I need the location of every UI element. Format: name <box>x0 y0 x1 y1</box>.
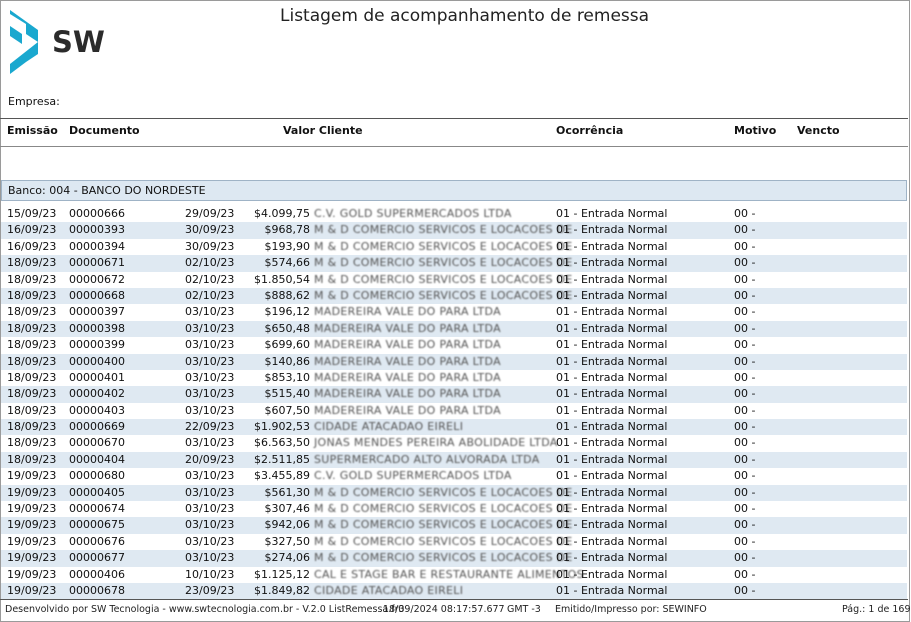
cell-valor: $140,86 <box>264 354 310 368</box>
cell-documento: 00000675 <box>69 518 125 532</box>
cell-vencimento: 03/10/23 <box>185 551 235 565</box>
cell-ocorrencia: 01 - Entrada Normal <box>556 551 668 565</box>
cell-motivo: 00 - <box>734 567 756 581</box>
cell-vencimento: 30/09/23 <box>185 239 235 253</box>
table-row <box>1 354 907 370</box>
cell-emissao: 18/09/23 <box>7 321 57 335</box>
cell-emissao: 18/09/23 <box>7 452 57 466</box>
cell-motivo: 00 - <box>734 338 756 352</box>
cell-vencimento: 03/10/23 <box>185 354 235 368</box>
cell-cliente: MADEREIRA VALE DO PARA LTDA <box>314 321 501 335</box>
cell-valor: $1.125,12 <box>254 567 310 581</box>
cell-vencimento: 03/10/23 <box>185 370 235 384</box>
cell-documento: 00000680 <box>69 469 125 483</box>
cell-valor: $307,46 <box>264 502 310 516</box>
cell-emissao: 18/09/23 <box>7 288 57 302</box>
cell-documento: 00000406 <box>69 567 125 581</box>
cell-cliente: MADEREIRA VALE DO PARA LTDA <box>314 403 501 417</box>
footer-issued-by: Emitido/Impresso por: SEWINFO <box>555 604 707 615</box>
cell-motivo: 00 - <box>734 452 756 466</box>
cell-valor: $650,48 <box>264 321 310 335</box>
cell-motivo: 00 - <box>734 551 756 565</box>
cell-motivo: 00 - <box>734 272 756 286</box>
cell-cliente: MADEREIRA VALE DO PARA LTDA <box>314 387 501 401</box>
cell-ocorrencia: 01 - Entrada Normal <box>556 207 668 220</box>
cell-valor: $3.455,89 <box>254 469 310 483</box>
cell-documento: 00000393 <box>69 223 125 237</box>
cell-vencimento: 02/10/23 <box>185 256 235 270</box>
table-row <box>1 304 907 320</box>
cell-motivo: 00 - <box>734 207 756 220</box>
cell-emissao: 18/09/23 <box>7 305 57 319</box>
cell-cliente: C.V. GOLD SUPERMERCADOS LTDA <box>314 469 512 483</box>
table-row <box>1 517 907 533</box>
cell-cliente: JONAS MENDES PEREIRA ABOLIDADE LTDA <box>314 436 558 450</box>
cell-vencimento: 03/10/23 <box>185 485 235 499</box>
cell-cliente: MADEREIRA VALE DO PARA LTDA <box>314 305 501 319</box>
cell-vencimento: 03/10/23 <box>185 387 235 401</box>
cell-ocorrencia: 01 - Entrada Normal <box>556 469 668 483</box>
cell-ocorrencia: 01 - Entrada Normal <box>556 567 668 581</box>
cell-emissao: 18/09/23 <box>7 338 57 352</box>
cell-emissao: 18/09/23 <box>7 387 57 401</box>
table-row <box>1 534 907 550</box>
cell-ocorrencia: 01 - Entrada Normal <box>556 288 668 302</box>
cell-ocorrencia: 01 - Entrada Normal <box>556 583 668 597</box>
cell-cliente: MADEREIRA VALE DO PARA LTDA <box>314 370 501 384</box>
table-row <box>1 222 907 238</box>
cell-vencimento: 29/09/23 <box>185 207 235 220</box>
cell-ocorrencia: 01 - Entrada Normal <box>556 370 668 384</box>
cell-emissao: 18/09/23 <box>7 256 57 270</box>
col-header-valor-cliente: Valor Cliente <box>283 124 363 137</box>
cell-documento: 00000677 <box>69 551 125 565</box>
cell-documento: 00000400 <box>69 354 125 368</box>
cell-motivo: 00 - <box>734 223 756 237</box>
cell-emissao: 18/09/23 <box>7 436 57 450</box>
cell-ocorrencia: 01 - Entrada Normal <box>556 420 668 434</box>
header-bottom-rule <box>0 146 908 147</box>
cell-valor: $853,10 <box>264 370 310 384</box>
cell-cliente: M & D COMERCIO SERVICOS E LOCACOES DE <box>314 502 573 516</box>
cell-emissao: 19/09/23 <box>7 485 57 499</box>
table-row <box>1 272 907 288</box>
cell-vencimento: 03/10/23 <box>185 502 235 516</box>
cell-ocorrencia: 01 - Entrada Normal <box>556 256 668 270</box>
col-header-emissao: Emissão <box>7 124 58 137</box>
bank-group-header: Banco: 004 - BANCO DO NORDESTE <box>1 180 907 201</box>
cell-documento: 00000405 <box>69 485 125 499</box>
cell-documento: 00000668 <box>69 288 125 302</box>
cell-vencimento: 22/09/23 <box>185 420 235 434</box>
cell-valor: $1.902,53 <box>254 420 310 434</box>
cell-documento: 00000669 <box>69 420 125 434</box>
cell-valor: $1.849,82 <box>254 583 310 597</box>
cell-motivo: 00 - <box>734 354 756 368</box>
cell-documento: 00000402 <box>69 387 125 401</box>
cell-ocorrencia: 01 - Entrada Normal <box>556 272 668 286</box>
table-row <box>1 468 907 484</box>
table-row <box>1 501 907 517</box>
cell-valor: $888,62 <box>264 288 310 302</box>
cell-documento: 00000671 <box>69 256 125 270</box>
cell-valor: $574,66 <box>264 256 310 270</box>
cell-cliente: M & D COMERCIO SERVICOS E LOCACOES DE <box>314 485 573 499</box>
cell-documento: 00000401 <box>69 370 125 384</box>
table-row <box>1 583 907 599</box>
col-header-documento: Documento <box>69 124 140 137</box>
cell-emissao: 16/09/23 <box>7 239 57 253</box>
cell-valor: $561,30 <box>264 485 310 499</box>
cell-motivo: 00 - <box>734 518 756 532</box>
cell-cliente: MADEREIRA VALE DO PARA LTDA <box>314 338 501 352</box>
table-row <box>1 288 907 304</box>
company-label: Empresa: <box>8 95 60 108</box>
cell-motivo: 00 - <box>734 469 756 483</box>
cell-cliente: M & D COMERCIO SERVICOS E LOCACOES DE <box>314 256 573 270</box>
table-row <box>1 321 907 337</box>
cell-emissao: 19/09/23 <box>7 518 57 532</box>
cell-documento: 00000678 <box>69 583 125 597</box>
cell-motivo: 00 - <box>734 420 756 434</box>
cell-valor: $193,90 <box>264 239 310 253</box>
footer-timestamp: 18/09/2024 08:17:57.677 <box>383 604 505 615</box>
cell-cliente: M & D COMERCIO SERVICOS E LOCACOES DE <box>314 239 573 253</box>
cell-cliente: CAL E STAGE BAR E RESTAURANTE ALIMENTOS <box>314 567 584 581</box>
report-title: Listagem de acompanhamento de remessa <box>280 6 650 26</box>
col-header-vencto: Vencto <box>797 124 840 137</box>
cell-emissao: 15/09/23 <box>7 207 57 220</box>
cell-ocorrencia: 01 - Entrada Normal <box>556 387 668 401</box>
table-row <box>1 550 907 566</box>
cell-vencimento: 02/10/23 <box>185 288 235 302</box>
cell-emissao: 19/09/23 <box>7 567 57 581</box>
footer-developer: Desenvolvido por SW Tecnologia - www.swtecnologia.com.br - V.2.0 ListRemessa.fr3 <box>5 604 405 615</box>
cell-emissao: 19/09/23 <box>7 534 57 548</box>
cell-ocorrencia: 01 - Entrada Normal <box>556 239 668 253</box>
cell-ocorrencia: 01 - Entrada Normal <box>556 534 668 548</box>
col-header-motivo: Motivo <box>734 124 777 137</box>
footer-timezone: GMT -3 <box>507 604 541 615</box>
cell-emissao: 16/09/23 <box>7 223 57 237</box>
cell-ocorrencia: 01 - Entrada Normal <box>556 403 668 417</box>
table-row <box>1 452 907 468</box>
table-row <box>1 435 907 451</box>
cell-documento: 00000666 <box>69 207 125 220</box>
cell-valor: $699,60 <box>264 338 310 352</box>
cell-cliente: CIDADE ATACADAO EIRELI <box>314 583 464 597</box>
cell-motivo: 00 - <box>734 305 756 319</box>
table-row <box>1 419 907 435</box>
cell-cliente: CIDADE ATACADAO EIRELI <box>314 420 464 434</box>
cell-motivo: 00 - <box>734 239 756 253</box>
cell-vencimento: 03/10/23 <box>185 436 235 450</box>
cell-motivo: 00 - <box>734 534 756 548</box>
cell-ocorrencia: 01 - Entrada Normal <box>556 452 668 466</box>
cell-cliente: C.V. GOLD SUPERMERCADOS LTDA <box>314 207 512 220</box>
logo-text: SW <box>52 25 105 59</box>
cell-emissao: 19/09/23 <box>7 583 57 597</box>
cell-vencimento: 30/09/23 <box>185 223 235 237</box>
cell-cliente: M & D COMERCIO SERVICOS E LOCACOES DE <box>314 534 573 548</box>
cell-vencimento: 02/10/23 <box>185 272 235 286</box>
cell-valor: $1.850,54 <box>254 272 310 286</box>
cell-emissao: 18/09/23 <box>7 403 57 417</box>
col-header-ocorrencia: Ocorrência <box>556 124 624 137</box>
table-row <box>1 386 907 402</box>
table-row <box>1 403 907 419</box>
table-row <box>1 255 907 271</box>
cell-ocorrencia: 01 - Entrada Normal <box>556 305 668 319</box>
cell-cliente: M & D COMERCIO SERVICOS E LOCACOES DE <box>314 551 573 565</box>
cell-valor: $274,06 <box>264 551 310 565</box>
cell-valor: $327,50 <box>264 534 310 548</box>
cell-motivo: 00 - <box>734 436 756 450</box>
cell-documento: 00000404 <box>69 452 125 466</box>
cell-emissao: 19/09/23 <box>7 551 57 565</box>
cell-vencimento: 03/10/23 <box>185 534 235 548</box>
cell-ocorrencia: 01 - Entrada Normal <box>556 223 668 237</box>
cell-cliente: M & D COMERCIO SERVICOS E LOCACOES DE <box>314 272 573 286</box>
cell-vencimento: 23/09/23 <box>185 583 235 597</box>
cell-vencimento: 20/09/23 <box>185 452 235 466</box>
cell-cliente: MADEREIRA VALE DO PARA LTDA <box>314 354 501 368</box>
cell-vencimento: 03/10/23 <box>185 403 235 417</box>
cell-ocorrencia: 01 - Entrada Normal <box>556 321 668 335</box>
cell-valor: $196,12 <box>264 305 310 319</box>
cell-ocorrencia: 01 - Entrada Normal <box>556 354 668 368</box>
cell-cliente: M & D COMERCIO SERVICOS E LOCACOES DE <box>314 223 573 237</box>
cell-motivo: 00 - <box>734 485 756 499</box>
cell-emissao: 18/09/23 <box>7 370 57 384</box>
cell-valor: $942,06 <box>264 518 310 532</box>
cell-ocorrencia: 01 - Entrada Normal <box>556 485 668 499</box>
cell-documento: 00000394 <box>69 239 125 253</box>
cell-emissao: 19/09/23 <box>7 502 57 516</box>
cell-vencimento: 03/10/23 <box>185 305 235 319</box>
cell-motivo: 00 - <box>734 321 756 335</box>
cell-motivo: 00 - <box>734 288 756 302</box>
cell-valor: $4.099,75 <box>254 207 310 220</box>
cell-documento: 00000674 <box>69 502 125 516</box>
remessa-table <box>1 206 907 599</box>
footer-rule <box>0 599 908 600</box>
cell-motivo: 00 - <box>734 387 756 401</box>
cell-cliente: M & D COMERCIO SERVICOS E LOCACOES DE <box>314 288 573 302</box>
cell-valor: $6.563,50 <box>254 436 310 450</box>
cell-documento: 00000398 <box>69 321 125 335</box>
cell-motivo: 00 - <box>734 403 756 417</box>
cell-ocorrencia: 01 - Entrada Normal <box>556 338 668 352</box>
cell-motivo: 00 - <box>734 256 756 270</box>
cell-documento: 00000397 <box>69 305 125 319</box>
footer-page-number: Pág.: 1 de 169 <box>842 604 911 615</box>
cell-cliente: SUPERMERCADO ALTO ALVORADA LTDA <box>314 452 540 466</box>
cell-vencimento: 03/10/23 <box>185 518 235 532</box>
table-row <box>1 239 907 255</box>
cell-ocorrencia: 01 - Entrada Normal <box>556 502 668 516</box>
cell-vencimento: 03/10/23 <box>185 321 235 335</box>
cell-documento: 00000672 <box>69 272 125 286</box>
table-row <box>1 206 907 222</box>
cell-motivo: 00 - <box>734 583 756 597</box>
table-row <box>1 567 907 583</box>
table-row <box>1 370 907 386</box>
cell-cliente: M & D COMERCIO SERVICOS E LOCACOES DE <box>314 518 573 532</box>
cell-valor: $2.511,85 <box>254 452 310 466</box>
cell-valor: $515,40 <box>264 387 310 401</box>
cell-documento: 00000670 <box>69 436 125 450</box>
cell-motivo: 00 - <box>734 370 756 384</box>
cell-ocorrencia: 01 - Entrada Normal <box>556 436 668 450</box>
cell-emissao: 18/09/23 <box>7 420 57 434</box>
cell-emissao: 18/09/23 <box>7 354 57 368</box>
cell-emissao: 19/09/23 <box>7 469 57 483</box>
cell-motivo: 00 - <box>734 502 756 516</box>
cell-vencimento: 03/10/23 <box>185 338 235 352</box>
sw-logo <box>8 8 133 74</box>
cell-ocorrencia: 01 - Entrada Normal <box>556 518 668 532</box>
cell-valor: $968,78 <box>264 223 310 237</box>
cell-vencimento: 03/10/23 <box>185 469 235 483</box>
table-row <box>1 337 907 353</box>
header-top-rule <box>0 118 908 119</box>
cell-valor: $607,50 <box>264 403 310 417</box>
cell-vencimento: 10/10/23 <box>185 567 235 581</box>
cell-emissao: 18/09/23 <box>7 272 57 286</box>
table-row <box>1 485 907 501</box>
cell-documento: 00000399 <box>69 338 125 352</box>
cell-documento: 00000676 <box>69 534 125 548</box>
cell-documento: 00000403 <box>69 403 125 417</box>
